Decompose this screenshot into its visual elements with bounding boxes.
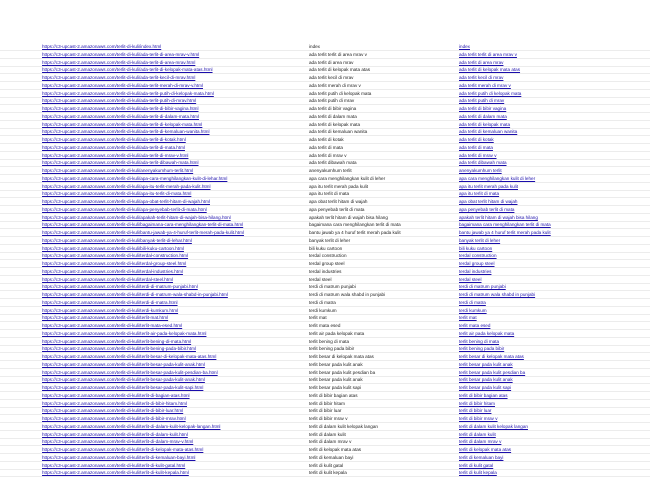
row-title: ada terlit di kelopak mata atas (309, 67, 371, 73)
row-title: terlit di bibir mrav v (309, 416, 348, 421)
row-url-link[interactable]: https://c3-upcast-2.amazonaws.com/terlit-di-kuli/apa-itu-terlit-merah-pada-kulit.html (42, 183, 211, 189)
row-title: apa itu terlit merah pada kulit (309, 183, 368, 189)
row-url-link[interactable]: https://c3-upcast-2.amazonaws.com/terlit-di-kuli/terlit-mata-esed.html (42, 323, 183, 328)
row-url-link[interactable]: https://c3-upcast-2.amazonaws.com/terlit-di-kuli/terdal-industries.html (42, 268, 183, 274)
row-url-link[interactable]: https://c3-upcast-2.amazonaws.com/terlit-di-kuli/terlit-besar-di-kelopak-mata-atas.html (42, 354, 217, 359)
row-title: terdal industries (309, 268, 342, 274)
row-title: terdi di matrum wala shabd in punjabi (309, 292, 386, 297)
row-title: terlit besar di kelopak mata atas (309, 354, 374, 359)
row-slug-link[interactable]: terlit di bibir bagian atas (459, 392, 508, 398)
row-slug-link[interactable]: terlit bening pada bibir (459, 346, 505, 352)
row-slug-link[interactable]: bagaimana cara menghilangkan terlit di mata (459, 222, 551, 228)
row-slug-link[interactable]: ada terlit di kotak (459, 137, 494, 142)
row-url-link[interactable]: https://c3-upcast-2.amazonaws.com/terlit-di-kuli/ada-terlit-putih-di-kelopak-mata.html (42, 90, 214, 96)
row-url-link[interactable]: https://c3-upcast-2.amazonaws.com/terlit-di-kuli/terlit-di-kulit-kepala.html (42, 470, 189, 476)
row-title: terlit di kulit gatal (309, 462, 344, 468)
row-title: banyak terlit di leher (309, 237, 351, 243)
row-title: terlit di bibir bagian atas (309, 392, 358, 398)
row-url-link[interactable]: https://c3-upcast-2.amazonaws.com/terlit-di-kuli/banyak-terlit-di-lehar.html (42, 237, 192, 243)
row-slug-link[interactable]: apa obat terlit hitam di wajah (459, 199, 518, 204)
row-url-link[interactable]: https://c3-upcast-2.amazonaws.com/terlit-di-kuli/terlit-di-bibir-hitam.html (42, 400, 188, 406)
row-title: anenyakumhum terlit (309, 168, 352, 173)
row-url-link[interactable]: https://c3-upcast-2.amazonaws.com/terlit-di-kuli/ada-terlit-di-area-mrav.html (42, 59, 196, 65)
row-url-link[interactable]: https://c3-upcast-2.amazonaws.com/terlit-di-kuli/anenyakumhum-terlit.html (42, 168, 194, 173)
row-title: terdi di matra (309, 299, 336, 305)
row-url-link[interactable]: https://c3-upcast-2.amazonaws.com/terlit-di-kuli/ada-terlit-di-mata.html (42, 144, 185, 150)
row-title: terlit di kulit kepala (309, 470, 347, 476)
row-slug-link[interactable]: index (459, 44, 470, 49)
row-slug-link[interactable]: terlit besar pada kulit sapi (459, 385, 512, 390)
row-url-link[interactable]: https://c3-upcast-2.amazonaws.com/terlit-di-kuli/ada-terlit-di-bibir-vagina.html (42, 106, 199, 111)
row-slug-link[interactable]: bili kuku cartoon (459, 245, 493, 251)
row-url-link[interactable]: https://c3-upcast-2.amazonaws.com/terlit-di-kuli/bili-kuku-cartoon.html (42, 245, 184, 251)
row-slug-link[interactable]: terlit di kulit kepala (459, 470, 497, 476)
row-url-link[interactable]: https://c3-upcast-2.amazonaws.com/terlit-di-kuli/terlit-di-bibir-mrav.html (42, 416, 186, 421)
row-url-link[interactable]: https://c3-upcast-2.amazonaws.com/terlit-di-kuli/ada-terlit-putih-di-mrav.html (42, 98, 197, 104)
row-slug-link[interactable]: anenyakumhum terlit (459, 168, 502, 173)
row-slug-link[interactable]: terlit di kelopak mata atas (459, 447, 512, 452)
row-slug-link[interactable]: terlit besar di kelopak mata atas (459, 354, 524, 359)
row-slug-link[interactable]: ada terlit putih di mrav (459, 98, 505, 104)
row-slug-link[interactable]: terdal steel (459, 276, 482, 282)
row-title: ada terlit di kotak (309, 137, 344, 142)
row-slug-link[interactable]: terlit di dalam kulit kelopak langan (459, 423, 528, 429)
row-slug-link[interactable]: ada terlit kecil di mrav (459, 75, 504, 80)
row-url-link[interactable]: https://c3-upcast-2.amazonaws.com/terlit-di-kuli/terlit-mat.html (42, 315, 169, 321)
row-title: apa penyebab terlit di mata (309, 206, 365, 212)
row-title: terlit besar pada kulit pesdian ba (309, 369, 376, 375)
row-title: terdal group steel (309, 261, 345, 266)
row-slug-link[interactable]: terlit di kulit gatal (459, 462, 494, 468)
row-title: terlit air pada kelopak mata (309, 330, 365, 336)
row-url-link[interactable]: https://c3-upcast-2.amazonaws.com/terlit-di-kuli/ada-terlit-dibawah-mata.html (42, 160, 199, 166)
row-title: terlit mata esed (309, 323, 341, 328)
row-title: terlit besar pada kulit anak (309, 377, 363, 383)
row-title: ada terlit di bibir vagina (309, 106, 357, 111)
row-title: ada terlit di mata (309, 144, 343, 150)
row-url-link[interactable]: https://c3-upcast-2.amazonaws.com/terlit-di-kuli/terdi-kumkum.html (42, 307, 179, 313)
row-slug-link[interactable]: terlit bening di mata (459, 338, 500, 344)
row-slug-link[interactable]: terlit besar pada kulit anak (459, 377, 513, 383)
row-title: terlit di kemaluan bayi (309, 454, 354, 460)
row-url-link[interactable]: https://c3-upcast-2.amazonaws.com/terlit-di-kuli/terlit-bening-pada-bibir.html (42, 346, 196, 352)
row-url-link[interactable]: https://c3-upcast-2.amazonaws.com/terlit-di-kuli/ada-terlit-di-dalam-mata.html (42, 113, 200, 119)
row-slug-link[interactable]: ada terlit merah di mrav v (459, 82, 511, 88)
row-url-link[interactable]: https://c3-upcast-2.amazonaws.com/terlit-di-kuli/terdal-group-steel.html (42, 261, 187, 266)
row-title: ada terlit putih di mrav (309, 98, 355, 104)
row-title: terdi di matrum punjabi (309, 284, 356, 290)
row-slug-link[interactable]: terlit di kemaluan bayi (459, 454, 504, 460)
row-slug-link[interactable]: terdi di matrum punjabi (459, 284, 506, 290)
row-slug-link[interactable]: ada terlit di dalam mata (459, 113, 507, 119)
row-url-link[interactable]: https://c3-upcast-2.amazonaws.com/terlit-di-kuli/terlit-besar-pada-kulit-pesdian-ba.html (42, 369, 218, 375)
row-title: index (309, 44, 320, 49)
table-row (0, 469, 650, 477)
row-slug-link[interactable]: apa penyebab terlit di mata (459, 206, 515, 212)
row-slug-link[interactable]: ada terlit di mata (459, 144, 493, 150)
row-url-link[interactable]: https://c3-upcast-2.amazonaws.com/terlit-di-kuli/terlit-di-dalam-mrav-v.html (42, 439, 194, 445)
row-slug-link[interactable]: terlit di bibir hitam (459, 400, 495, 406)
row-url-link[interactable]: https://c3-upcast-2.amazonaws.com/terlit-di-kuli/terlit-di-dalam-kulit-kelopak-langan.html (42, 423, 221, 429)
row-slug-link[interactable]: terlit di bibir luar (459, 408, 492, 414)
row-title: bantu jawab ya 4 huruf terlit merah pada kulit (309, 230, 401, 235)
row-url-link[interactable]: https://c3-upcast-2.amazonaws.com/terlit-di-kuli/ada-terlit-di-mrav-v.html (42, 152, 189, 158)
row-title: ada terlit terlit di area mrav v (309, 51, 367, 57)
row-url-link[interactable]: https://c3-upcast-2.amazonaws.com/terlit-di-kuli/terdal-steel.html (42, 276, 173, 282)
row-url-link[interactable]: https://c3-upcast-2.amazonaws.com/terlit-di-kuli/terlit-bening-di-mata.html (42, 338, 192, 344)
row-title: ada terlit merah di mrav v (309, 82, 361, 88)
row-url-link[interactable]: https://c3-upcast-2.amazonaws.com/terlit-di-kuli/ada-terlit-di-kemaluan-wanita.html (42, 129, 210, 135)
row-url-link[interactable]: https://c3-upcast-2.amazonaws.com/terlit-di-kuli/terlit-besar-pada-kulit-sapi.html (42, 385, 204, 390)
row-title: terlit bening di mata (309, 338, 350, 344)
row-slug-link[interactable]: terlit di dalam kulit (459, 431, 496, 437)
row-title: terlit di dalam kulit (309, 431, 346, 437)
row-title: ada terlit di mrav v (309, 152, 347, 158)
row-url-link[interactable]: https://c3-upcast-2.amazonaws.com/terlit-di-kuli/ada-terlit-merah-di-mrav-v.html (42, 82, 203, 88)
row-url-link[interactable]: https://c3-upcast-2.amazonaws.com/terlit-di-kuli/ada-terlit-di-kelopak-mata.html (42, 121, 203, 127)
row-url-link[interactable]: https://c3-upcast-2.amazonaws.com/terlit-di-kuli/bagaimana-cara-menghilangkan-terlit-di-mata.html (42, 222, 244, 228)
row-slug-link[interactable]: terlit besar pada kulit anak (459, 361, 513, 367)
row-url-link[interactable]: https://c3-upcast-2.amazonaws.com/terlit-di-kuli/terlit-di-kelopak-mata-atas.html (42, 447, 204, 452)
row-title: terlit di kelopak mata atas (309, 447, 362, 452)
row-title: apa obat terlit hitam di wajah (309, 199, 368, 204)
row-slug-link[interactable]: ada terlit terlit di area mrav v (459, 51, 517, 57)
row-url-link[interactable]: https://c3-upcast-2.amazonaws.com/terlit-di-kuli/apa-cara-menghilangkan-kulit-di-lehar.html (42, 175, 228, 181)
row-slug-link[interactable]: ada terlit di area mrav (459, 59, 504, 65)
row-title: ada terlit di area mrav (309, 59, 354, 65)
row-slug-link[interactable]: terlit di bibir mrav v (459, 416, 498, 421)
row-url-link[interactable]: https://c3-upcast-2.amazonaws.com/terlit-di-kuli/terlit-besar-pada-kulit-anak.html (42, 361, 205, 367)
row-title: terlit besar pada kulit anak (309, 361, 363, 367)
row-url-link[interactable]: https://c3-upcast-2.amazonaws.com/terlit-di-kuli/ada-terlit-di-kelopak-mata-atas.html (42, 67, 213, 73)
row-title: ada terlit di kelopak mata (309, 121, 361, 127)
row-title: apa itu terlit di mata (309, 191, 350, 197)
row-slug-link[interactable]: apa cara menghilangkan kulit di leher (459, 175, 536, 181)
row-slug-link[interactable]: ada terlit di kelopak mata atas (459, 67, 521, 73)
row-slug-link[interactable]: terdi di matra (459, 299, 486, 305)
row-title: terlit di dalam mrav v (309, 439, 352, 445)
row-slug-link[interactable]: ada terlit di bibir vagina (459, 106, 507, 111)
row-url-link[interactable]: https://c3-upcast-2.amazonaws.com/terlit-di-kuli/terlit-air-pada-kelopak-mata.html (42, 330, 207, 336)
row-slug-link[interactable]: ada terlit di mrav v (459, 152, 497, 158)
row-slug-link[interactable]: terdi kumkum (459, 307, 487, 313)
row-title: apa cara menghilangkan kulit di leher (309, 175, 386, 181)
row-slug-link[interactable]: terlit air pada kelopak mata (459, 330, 515, 336)
row-title: bagaimana cara menghilangkan terlit di mata (309, 222, 401, 228)
row-title: terdal construction (309, 253, 347, 259)
row-slug-link[interactable]: bantu jawab ya 4 huruf terlit merah pada kulit (459, 230, 551, 235)
row-url-link[interactable]: https://c3-upcast-2.amazonaws.com/terlit-di-kuli/bantu-jawab-ya-4-huruf-terlit-merah-pada-kulit.html (42, 230, 244, 235)
row-slug-link[interactable]: ada terlit dibawah mata (459, 160, 507, 166)
row-slug-link[interactable]: terlit mat (459, 315, 477, 321)
row-url-link[interactable]: https://c3-upcast-2.amazonaws.com/terlit-di-kuli/apa-obat-terlit-hitam-di-wajah.html (42, 199, 210, 204)
row-url-link[interactable]: https://c3-upcast-2.amazonaws.com/terlit-di-kuli/terlit-di-bagian-atas.html (42, 392, 190, 398)
row-title: ada terlit di kemaluan wanita (309, 129, 368, 135)
row-title: terdi kumkum (309, 307, 337, 313)
row-slug-link[interactable]: terlit besar pada kulit pesdian ba (459, 369, 526, 375)
row-title: ada terlit putih di kelopak mata (309, 90, 372, 96)
row-title: terlit besar pada kulit sapi (309, 385, 362, 390)
row-slug-link[interactable]: ada terlit di kelopak mata (459, 121, 511, 127)
row-url-link[interactable]: https://c3-upcast-2.amazonaws.com/terlit-di-kuli/terlit-di-bibir-luar.html (42, 408, 184, 414)
row-url-link[interactable]: https://c3-upcast-2.amazonaws.com/terlit-di-kuli/terlit-di-kemaluan-bayi.html (42, 454, 196, 460)
row-url-link[interactable]: https://c3-upcast-2.amazonaws.com/terlit-di-kuli/apakah-terlit-hitam-di-wajah-bisa-hilang.html (42, 214, 231, 220)
row-slug-link[interactable]: apa itu terlit di mata (459, 191, 500, 197)
row-url-link[interactable]: https://c3-upcast-2.amazonaws.com/terlit-di-kuli/index.html (42, 44, 162, 49)
row-title: terlit di dalam kulit kelopak langan (309, 423, 378, 429)
row-url-link[interactable]: https://c3-upcast-2.amazonaws.com/terlit-di-kuli/terlit-di-kulit-gatal.html (42, 462, 186, 468)
row-url-link[interactable]: https://c3-upcast-2.amazonaws.com/terlit-di-kuli/terlit-besar-pada-kulit-anak.html (42, 377, 205, 383)
row-title: ada terlit di dalam mata (309, 113, 357, 119)
row-url-link[interactable]: https://c3-upcast-2.amazonaws.com/terlit-di-kuli/terdi-di-matrum-wala-shabd-in-punjabi.html (42, 292, 228, 297)
row-url-link[interactable]: https://c3-upcast-2.amazonaws.com/terlit-di-kuli/terdal-construction.html (42, 253, 189, 259)
row-url-link[interactable]: https://c3-upcast-2.amazonaws.com/terlit-di-kuli/apa-itu-terlit-di-mata.html (42, 191, 192, 197)
row-slug-link[interactable]: apakah terlit hitam di wajah bisa hilang (459, 214, 538, 220)
row-url-link[interactable]: https://c3-upcast-2.amazonaws.com/terlit-di-kuli/terlit-di-dalam-kulit.html (42, 431, 188, 437)
row-title: bili kuku cartoon (309, 245, 343, 251)
row-title: terdal steel (309, 276, 332, 282)
row-title: terlit bening pada bibir (309, 346, 355, 352)
row-title: terlit di bibir luar (309, 408, 342, 414)
row-slug-link[interactable]: terdal construction (459, 253, 497, 259)
row-title: apakah terlit hitam di wajah bisa hilang (309, 214, 388, 220)
row-url-link[interactable]: https://c3-upcast-2.amazonaws.com/terlit-di-kuli/ada-terlit-di-kotak.html (42, 137, 186, 142)
row-slug-link[interactable]: apa itu terlit merah pada kulit (459, 183, 518, 189)
row-url-link[interactable]: https://c3-upcast-2.amazonaws.com/terlit-di-kuli/terdi-di-matrum-punjabi.html (42, 284, 198, 290)
row-slug-link[interactable]: terlit mata esed (459, 323, 491, 328)
row-url-link[interactable]: https://c3-upcast-2.amazonaws.com/terlit-di-kuli/ada-terlit-kecil-di-mrav.html (42, 75, 196, 80)
row-slug-link[interactable]: ada terlit putih di kelopak mata (459, 90, 522, 96)
row-slug-link[interactable]: terdal industries (459, 268, 492, 274)
row-url-link[interactable]: https://c3-upcast-2.amazonaws.com/terlit-di-kuli/terdi-di-matra.html (42, 299, 178, 305)
row-slug-link[interactable]: terlit di dalam mrav v (459, 439, 502, 445)
row-slug-link[interactable]: terdal group steel (459, 261, 495, 266)
row-title: terlit mat (309, 315, 327, 321)
row-url-link[interactable]: https://c3-upcast-2.amazonaws.com/terlit-di-kuli/ada-terlit-di-area-mrav-v.html (42, 51, 200, 57)
row-slug-link[interactable]: ada terlit di kemaluan wanita (459, 129, 518, 135)
row-title: ada terlit dibawah mata (309, 160, 357, 166)
row-title: ada terlit kecil di mrav (309, 75, 354, 80)
row-url-link[interactable]: https://c3-upcast-2.amazonaws.com/terlit-di-kuli/apa-penyebab-terlit-di-mata.html (42, 206, 207, 212)
row-slug-link[interactable]: terdi di matrum wala shabd in punjabi (459, 292, 536, 297)
row-slug-link[interactable]: banyak terlit di leher (459, 237, 501, 243)
row-title: terlit di bibir hitam (309, 400, 345, 406)
